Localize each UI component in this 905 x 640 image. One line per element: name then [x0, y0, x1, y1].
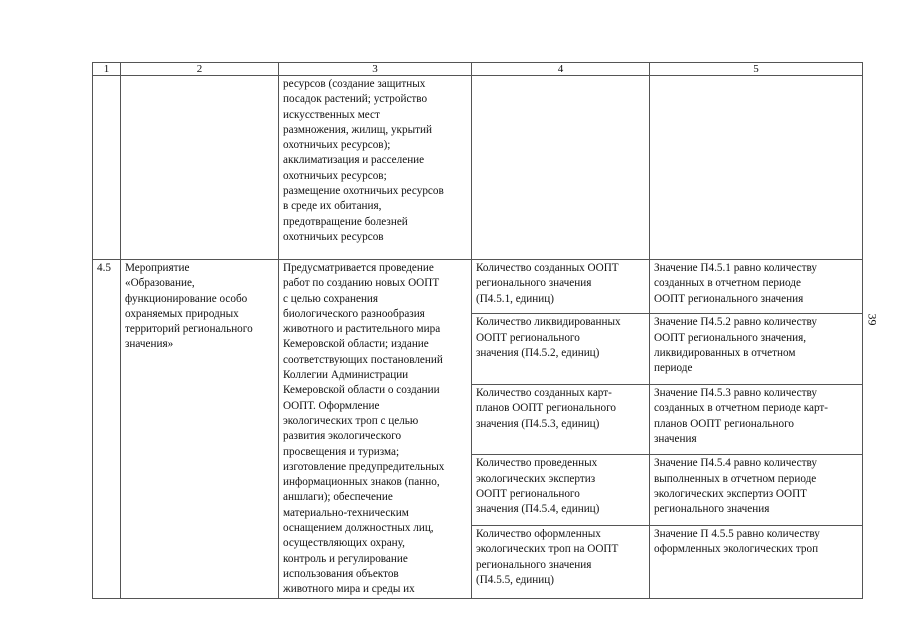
measure-description: Предусматривается проведение работ по созданию новых ООПТ с целью сохранения биологического разнообразия животного и растительного мира Кемеровской области; издание соответствующих постановлений Коллегии Администрации Кемеровской области о создании ООПТ. Оформление экологических троп с целью развития экологического просвещения и туризма; изготовление предупредительных информационных знаков (панно, аншлаги); обеспечение материально-техническим оснащением должностных лиц, осуществляющих охрану, контроль и регулирование использования объектов животного мира и среды их: [279, 260, 472, 599]
header-col-5: 5: [650, 63, 863, 76]
continuation-name-cell: [121, 76, 279, 260]
continuation-description: ресурсов (создание защитных посадок растений; устройство искусственных мест размножения, жилищ, укрытий охотничьих ресурсов); акклиматизация и расселение охотничьих ресурсов; размещение охотничьих ресурсов в среде их обитания, предотвращение болезней охотничьих ресурсов: [279, 76, 472, 260]
page-number: 39: [865, 313, 880, 326]
program-table: [92, 62, 863, 599]
header-col-3: 3: [279, 63, 472, 76]
indicator-name: Количество ликвидированных ООПТ регионального значения (П4.5.2, единиц): [472, 314, 650, 385]
row-number: 4.5: [93, 260, 121, 599]
indicator-method: Значение П 4.5.5 равно количеству оформленных экологических троп: [650, 525, 863, 598]
continuation-row: [93, 76, 863, 260]
indicator-name: Количество созданных карт- планов ООПТ регионального значения (П4.5.3, единиц): [472, 384, 650, 455]
indicator-method: Значение П4.5.2 равно количеству ООПТ регионального значения, ликвидированных в отчетном периоде: [650, 314, 863, 385]
indicator-method: Значение П4.5.1 равно количеству созданных в отчетном периоде ООПТ регионального значения: [650, 260, 863, 314]
indicator-name: Количество проведенных экологических экспертиз ООПТ регионального значения (П4.5.4, единиц): [472, 455, 650, 526]
indicator-name: Количество оформленных экологических троп на ООПТ регионального значения (П4.5.5, единиц): [472, 525, 650, 598]
continuation-method-cell: [650, 76, 863, 260]
indicator-name: Количество созданных ООПТ регионального значения (П4.5.1, единиц): [472, 260, 650, 314]
indicator-method: Значение П4.5.4 равно количеству выполненных в отчетном периоде экологических экспертиз ООПТ регионального значения: [650, 455, 863, 526]
header-col-1: 1: [93, 63, 121, 76]
header-col-2: 2: [121, 63, 279, 76]
header-row: [93, 63, 863, 76]
table-row: [93, 260, 863, 314]
header-col-4: 4: [472, 63, 650, 76]
indicator-method: Значение П4.5.3 равно количеству созданных в отчетном периоде карт- планов ООПТ регионального значения: [650, 384, 863, 455]
continuation-num-cell: [93, 76, 121, 260]
continuation-indicator-cell: [472, 76, 650, 260]
measure-name: Мероприятие «Образование, функционирование особо охраняемых природных территорий регионального значения»: [121, 260, 279, 599]
